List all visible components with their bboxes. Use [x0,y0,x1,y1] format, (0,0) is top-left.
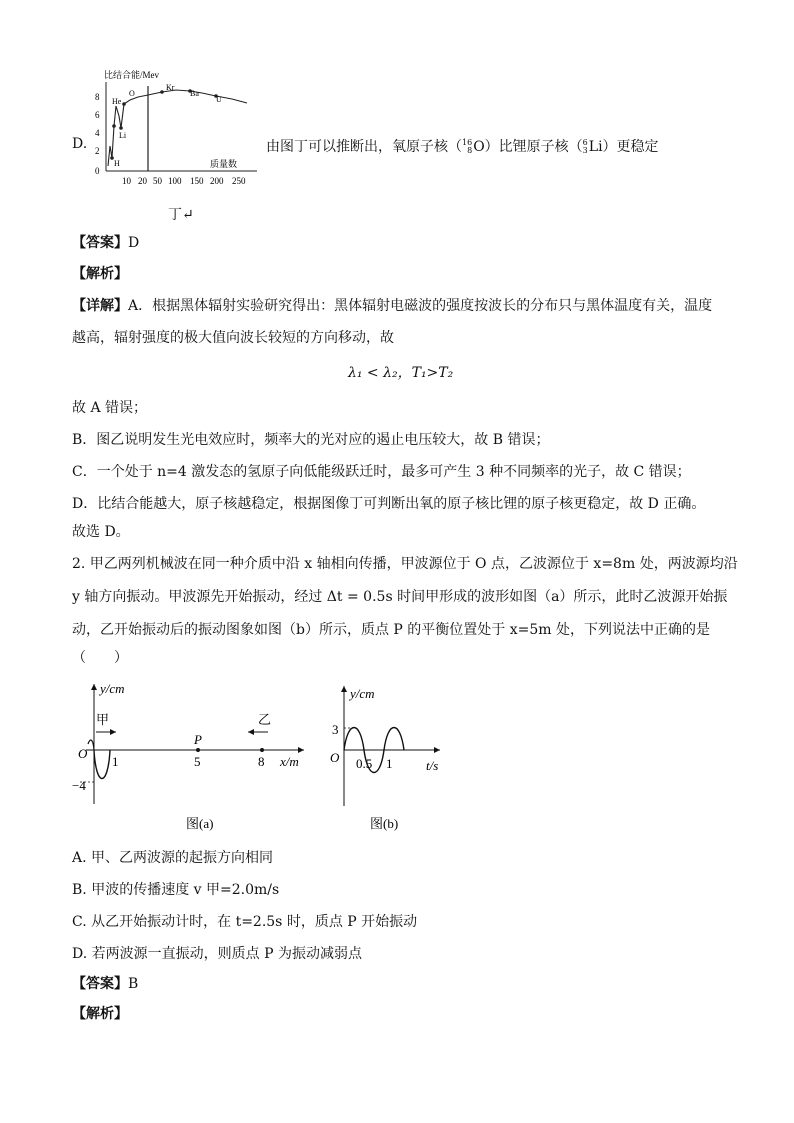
o-atomic-number: 8 [467,146,473,155]
detail-line-a3: 故 A 错误； [72,400,148,416]
wave-figure-a [72,678,312,838]
analysis-label: 【解析】 [72,266,128,282]
figure-d-caption: 丁↵ [168,207,194,223]
detail-line-b: B．图乙说明发生光电效应时，频率大的光对应的遏止电压较大，故 B 错误； [72,432,550,448]
figure-d-ytick: 8 [95,92,100,102]
analysis-1 [72,264,128,284]
option-d-text-before: 由图丁可以推断出，氧原子核（ [266,139,462,155]
answer-label: 【答案】 [72,235,128,251]
fig-a-wave1-label: 甲 [96,712,110,727]
detail-label: 【详解】 [72,298,128,314]
option-b: B. 甲波的传播速度 v 甲=2.0m/s [72,882,280,898]
o-mass-number: 16 [462,138,473,147]
option-d-q2: D. 若两波源一直振动，则质点 P 为振动减弱点 [72,946,362,962]
analysis-label: 【解析】 [72,1006,128,1022]
li-symbol: Li [588,139,603,155]
question-2-line-3: 动，乙开始振动后的振动图象如图（b）所示，质点 P 的平衡位置处于 x=5m 处，下列说法中正确的是 [72,622,710,638]
answer-2 [72,974,138,994]
question-2-line-2: y 轴方向振动。甲波源先开始振动，经过 Δt = 0.5s 时间甲形成的波形如图（a）所示，此时乙波源开始振 [72,589,728,605]
fig-b-xlabel: t/s [426,758,439,773]
fig-a-caption: 图(a) [186,816,214,831]
nuclide-label: O [129,89,135,98]
answer-label: 【答案】 [72,976,128,992]
fig-a-tick: 5 [194,754,201,769]
question-2-paren: （ ） [72,650,128,666]
fig-a-ylabel: y/cm [100,681,125,696]
figure-d-xtick: 200 [210,176,224,186]
figure-d-xtick: 100 [168,176,182,186]
figure-d-ytick: 0 [95,166,100,176]
option-c: C. 从乙开始振动计时，在 t=2.5s 时，质点 P 开始振动 [72,914,418,930]
option-d-label: D. [72,136,88,152]
li-mass-number: 6 [582,138,588,147]
formula: λ₁ < λ₂，T₁>T₂ [348,365,454,381]
fig-a-xlabel: x/m [280,754,299,769]
fig-a-amp-label: −4 [72,778,86,793]
nuclide-label: U [216,95,222,104]
fig-b-caption: 图(b) [370,816,399,831]
fig-b-tick: 0.5 [356,756,373,771]
fig-a-point-label: P [194,732,202,747]
o-symbol: O [473,139,485,155]
detail-line-c: C．一个处于 n=4 激发态的氢原子向低能级跃迁时，最多可产生 3 种不同频率的光子，故 C 错误； [72,464,691,480]
figure-d-ylabel: 比结合能/Mev [104,70,159,80]
option-a: A. 甲、乙两波源的起振方向相同 [72,850,274,866]
detail-conclusion: 故选 D。 [72,524,130,540]
analysis-2 [72,1004,128,1024]
nuclide-label: Li [119,131,127,140]
li-atomic-number: 3 [582,146,588,155]
detail-text-a1: A．根据黑体辐射实验研究得出：黑体辐射电磁波的强度按波长的分布只与黑体温度有关，温度 [128,298,713,314]
answer-1 [72,233,139,253]
detail-line-a2: 越高，辐射强度的极大值向波长较短的方向移动，故 [72,330,394,346]
nuclide-label: Kr [166,83,175,92]
nuclide-label: Ba [190,89,199,98]
fig-b-tick: 1 [386,756,393,771]
figure-d-xtick: 20 [138,176,147,186]
option-d-text-mid: ）比锂原子核（ [484,139,583,155]
detail-line-d: D．比结合能越大，原子核越稳定，根据图像丁可判断出氧的原子核比锂的原子核更稳定，故 D 正确。 [72,496,706,512]
question-2-line-1: 2. 甲乙两列机械波在同一种介质中沿 x 轴相向传播，甲波源位于 O 点，乙波源位于 x=8m 处，两波源均沿 [72,556,738,572]
fig-a-origin: O [78,746,88,761]
fig-a-wave2-label: 乙 [258,712,272,727]
fig-a-tick: 8 [258,754,265,769]
answer-value: D [128,235,140,251]
figure-d-ytick: 6 [95,110,100,120]
binding-energy-figure [92,66,262,188]
fig-b-amp-label: 3 [332,722,339,737]
option-d-text-after: ）更稳定 [602,139,659,155]
vibration-figure-b [322,682,452,838]
fig-a-tick: 1 [112,754,119,769]
nuclide-label: He [112,97,122,106]
fig-b-ylabel: y/cm [350,686,375,701]
figure-d-xtick: 250 [232,176,246,186]
nuclide-label: H [114,159,120,168]
figure-d-xtick: 10 [122,176,131,186]
answer-value: B [128,976,139,992]
figure-d-xtick: 50 [153,176,162,186]
fig-b-origin: O [330,750,340,765]
detail-line-a1 [72,296,712,316]
figure-d-xlabel: 质量数 [210,159,238,169]
figure-d-xtick: 150 [190,176,204,186]
figure-d-ytick: 4 [95,128,100,138]
option-d-text [266,136,659,156]
figure-d-ytick: 2 [95,146,100,156]
